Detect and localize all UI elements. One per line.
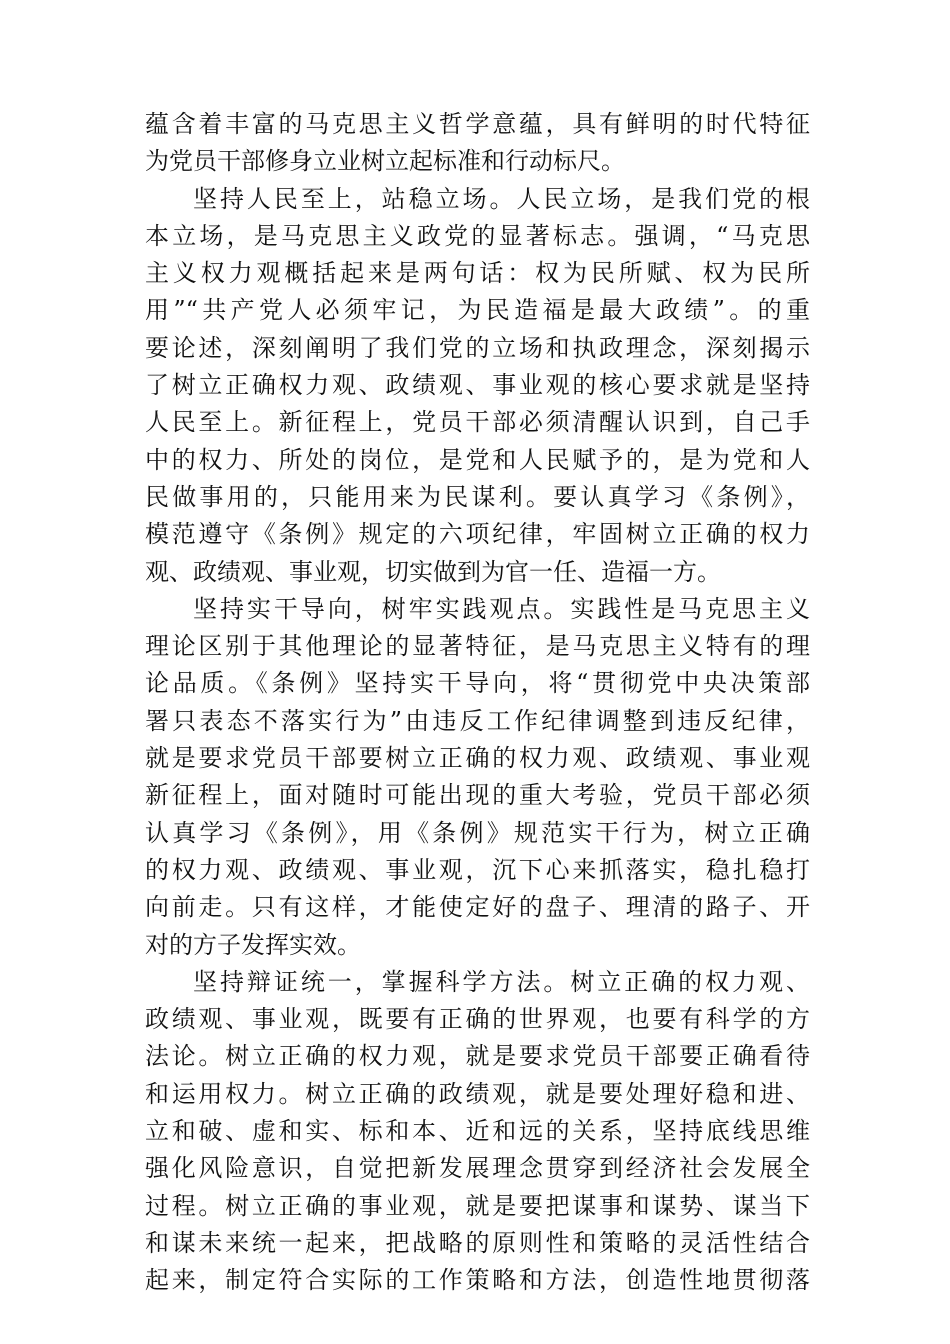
- text-line: 本立场，是马克思主义政党的显著标志。强调，“马克思: [145, 221, 810, 250]
- text-line: 立和破、虚和实、标和本、近和远的关系，坚持底线思维: [145, 1117, 810, 1146]
- text-line: 中的权力、所处的岗位，是党和人民赋予的，是为党和人: [145, 445, 810, 474]
- text-line: 蕴含着丰富的马克思主义哲学意蕴，具有鲜明的时代特征: [145, 110, 810, 138]
- paragraph-first-line: 坚持人民至上，站稳立场。人民立场，是我们党的根: [193, 184, 810, 213]
- text-line: 理论区别于其他理论的显著特征，是马克思主义特有的理: [145, 632, 810, 661]
- text-line: 认真学习《条例》，用《条例》规范实干行为，树立正确: [145, 818, 810, 847]
- text-line: 起来，制定符合实际的工作策略和方法，创造性地贯彻落: [145, 1266, 810, 1295]
- text-line: 民做事用的，只能用来为民谋利。要认真学习《条例》，: [145, 482, 810, 511]
- text-line: 人民至上。新征程上，党员干部必须清醒认识到，自己手: [145, 408, 810, 437]
- text-line: 过程。树立正确的事业观，就是要把谋事和谋势、谋当下: [145, 1191, 810, 1220]
- text-line: 向前走。只有这样，才能使定好的盘子、理清的路子、开: [145, 893, 810, 922]
- text-line: 用”“共产党人必须牢记，为民造福是最大政绩”。的重: [145, 296, 810, 325]
- text-line: 主义权力观概括起来是两句话：权为民所赋、权为民所: [145, 259, 810, 288]
- text-line: 的权力观、政绩观、事业观，沉下心来抓落实，稳扎稳打: [145, 855, 810, 884]
- text-line: 了树立正确权力观、政绩观、事业观的核心要求就是坚持: [145, 371, 810, 400]
- text-line: 论品质。《条例》坚持实干导向，将“贯彻党中央决策部: [145, 669, 810, 698]
- text-line: 就是要求党员干部要树立正确的权力观、政绩观、事业观: [145, 744, 810, 773]
- text-line: 观、政绩观、事业观，切实做到为官一任、造福一方。: [145, 557, 721, 586]
- text-line: 和运用权力。树立正确的政绩观，就是要处理好稳和进、: [145, 1079, 810, 1108]
- text-line: 为党员干部修身立业树立起标准和行动标尺。: [145, 147, 625, 176]
- text-line: 法论。树立正确的权力观，就是要求党员干部要正确看待: [145, 1042, 810, 1071]
- text-line: 和谋未来统一起来，把战略的原则性和策略的灵活性结合: [145, 1228, 810, 1257]
- paragraph-first-line: 坚持实干导向，树牢实践观点。实践性是马克思主义: [193, 594, 810, 623]
- text-line: 新征程上，面对随时可能出现的重大考验，党员干部必须: [145, 781, 810, 810]
- text-line: 强化风险意识，自觉把新发展理念贯穿到经济社会发展全: [145, 1154, 810, 1183]
- text-line: 政绩观、事业观，既要有正确的世界观，也要有科学的方: [145, 1005, 810, 1034]
- text-line: 署只表态不落实行为”由违反工作纪律调整到违反纪律，: [145, 706, 810, 735]
- paragraph-first-line: 坚持辩证统一，掌握科学方法。树立正确的权力观、: [193, 967, 810, 996]
- text-line: 要论述，深刻阐明了我们党的立场和执政理念，深刻揭示: [145, 333, 810, 362]
- text-line: 模范遵守《条例》规定的六项纪律，牢固树立正确的权力: [145, 520, 810, 549]
- text-line: 对的方子发挥实效。: [145, 930, 361, 959]
- document-body: [145, 106, 810, 1300]
